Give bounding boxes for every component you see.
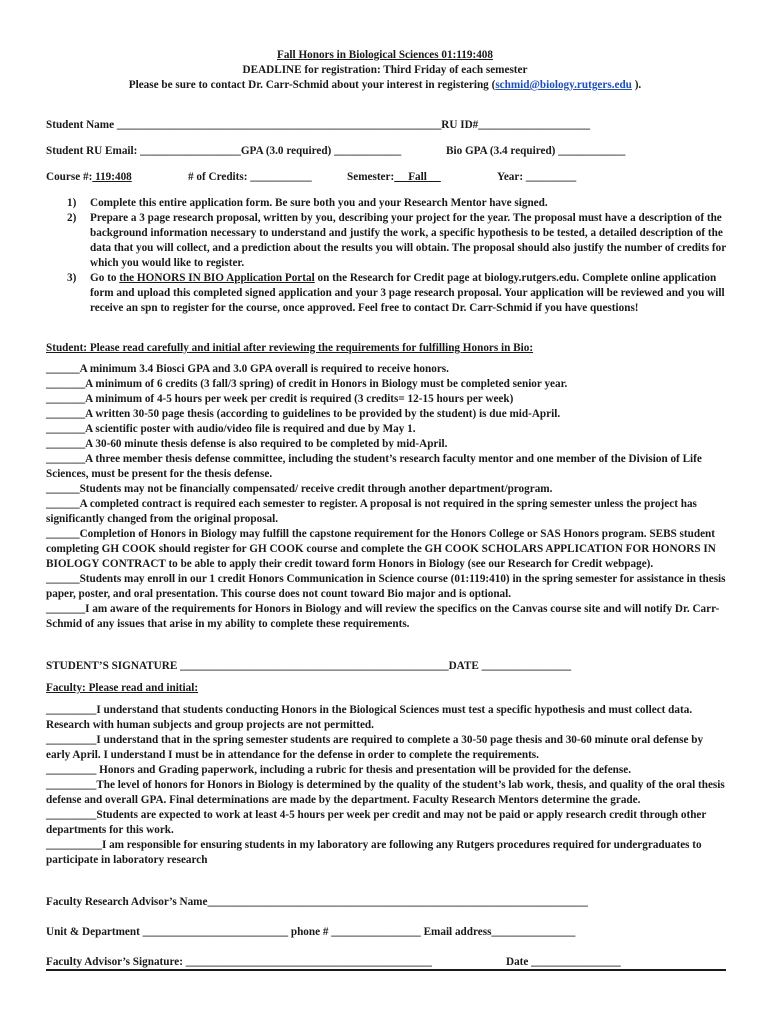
- instruction-number: 1): [67, 197, 77, 209]
- student-requirement-item[interactable]: ______Students may enroll in our 1 credit Honors Communication in Science course (01:119:410) in the spring semester for assistance in thesis paper, poster, and oral presentation. This course does not count toward Bio major and is optional.: [46, 573, 726, 600]
- instruction-text: on the Research for Credit page at biology.rutgers.edu. Complete online application form and upload this completed signed application and your 3 page research proposal. Your application will be reviewed and you will receive an spn to register for the course, once approved. Feel free to contact Dr. Carr-Schmid if you have questions!: [90, 272, 725, 314]
- faculty-requirement-item[interactable]: _________Students are expected to work at least 4-5 hours per week per credit and may not be paid or apply research credit through other departments for this work.: [46, 809, 707, 836]
- faculty-advisor-signature-field[interactable]: Faculty Advisor’s Signature: ____________________________________________: [46, 956, 432, 968]
- student-requirement-item[interactable]: _______A scientific poster with audio/video file is required and due by May 1.: [46, 423, 416, 435]
- student-requirement-item[interactable]: ______Students may not be financially compensated/ receive credit through another department/program.: [46, 483, 553, 495]
- instruction-text: Prepare a 3 page research proposal, written by you, describing your project for the year. The proposal must have a description of the background information necessary to understand and justify the work, a specific hypothesis to be tested, a detailed description of the data that you will collect, and a prediction about the results you will obtain. The proposal should also justify the number of credits for which you would like to register.: [90, 212, 726, 269]
- faculty-advisor-name-field[interactable]: Faculty Research Advisor’s Name____________________________________________________________________: [46, 896, 588, 908]
- faculty-requirement-item[interactable]: _________I understand that students conducting Honors in the Biological Sciences must test a specific hypothesis and must collect data. Research with human subjects and group projects are not permitted.: [46, 704, 693, 731]
- student-requirement-item[interactable]: _______A minimum of 4-5 hours per week per credit is required (3 credits= 12-15 hours per week): [46, 393, 514, 405]
- student-email-gpa-field[interactable]: Student RU Email: __________________GPA (3.0 required) ____________: [46, 145, 402, 157]
- bottom-divider: [46, 969, 726, 971]
- student-requirement-item[interactable]: _______A minimum of 6 credits (3 fall/3 spring) of credit in Honors in Biology must be completed senior year.: [46, 378, 568, 390]
- faculty-requirement-item[interactable]: _________ Honors and Grading paperwork, including a rubric for thesis and presentation will be provided for the defense.: [46, 764, 632, 776]
- instruction-text: Complete this entire application form. Be sure both you and your Research Mentor have signed.: [90, 197, 548, 209]
- faculty-requirements-list: [46, 703, 726, 868]
- faculty-requirement-item[interactable]: _________The level of honors for Honors in Biology is determined by the quality of the student’s lab work, thesis, and quality of the oral thesis defense and overall GPA. Final determinations are made by the department. Faculty Research Mentors determine the grade.: [46, 779, 725, 806]
- unit-department-field[interactable]: Unit & Department __________________________ phone # ________________ Email address_______________: [46, 926, 576, 938]
- student-requirement-item[interactable]: _______A three member thesis defense committee, including the student’s research faculty mentor and one member of the Division of Life Sciences, must be present for the thesis defense.: [46, 453, 702, 480]
- instruction-item: [46, 211, 726, 271]
- semester-label: Semester:: [347, 171, 395, 183]
- contact-line: [0, 78, 770, 93]
- student-requirement-item[interactable]: ______A minimum 3.4 Biosci GPA and 3.0 GPA overall is required to receive honors.: [46, 363, 449, 375]
- form-title: Fall Honors in Biological Sciences 01:119:408: [277, 49, 493, 61]
- faculty-section-heading: Faculty: Please read and initial:: [46, 682, 199, 694]
- application-portal-link[interactable]: the HONORS IN BIO Application Portal: [119, 272, 315, 284]
- student-section-heading: Student: Please read carefully and initial after reviewing the requirements for fulfilling Honors in Bio:: [46, 342, 534, 354]
- student-requirement-item[interactable]: ______A completed contract is required each semester to register. A proposal is not required in the spring semester unless the project has significantly changed from the original proposal.: [46, 498, 697, 525]
- credits-field[interactable]: # of Credits: ___________: [188, 171, 312, 183]
- student-requirements-list: [46, 362, 726, 632]
- faculty-date-field[interactable]: Date ________________: [506, 956, 621, 968]
- course-number-field: [46, 170, 132, 185]
- semester-value: Fall: [394, 171, 441, 183]
- course-label: Course #:: [46, 171, 93, 183]
- instruction-number: 3): [67, 272, 77, 284]
- semester-field: [347, 170, 441, 185]
- bio-gpa-field[interactable]: Bio GPA (3.4 required) ____________: [446, 145, 626, 157]
- student-requirement-item[interactable]: _______A 30-60 minute thesis defense is also required to be completed by mid-April.: [46, 438, 448, 450]
- contact-suffix: ).: [631, 79, 642, 91]
- instruction-pre: Go to: [90, 272, 120, 284]
- contact-email-link[interactable]: schmid@biology.rutgers.edu: [495, 79, 632, 91]
- instruction-number: 2): [67, 212, 77, 224]
- student-requirement-item[interactable]: _______I am aware of the requirements for Honors in Biology and will review the specifics on the Canvas course site and will notify Dr. Carr-Schmid of any issues that arise in my ability to complete these requirements.: [46, 603, 720, 630]
- faculty-requirement-item[interactable]: _________I understand that in the spring semester students are required to complete a 30-50 page thesis and 30-60 minute oral defense by early April. I understand I must be in attendance for the defense in order to complete the requirements.: [46, 734, 704, 761]
- student-signature-field[interactable]: STUDENT’S SIGNATURE ________________________________________________DATE ________________: [46, 660, 572, 672]
- instruction-item: [46, 196, 726, 211]
- deadline-text: DEADLINE for registration: Third Friday of each semester: [242, 64, 528, 76]
- course-value: 119:408: [92, 171, 132, 183]
- contact-prefix: Please be sure to contact Dr. Carr-Schmid about your interest in registering (: [128, 79, 496, 91]
- student-requirement-item[interactable]: _______A written 30-50 page thesis (according to guidelines to be provided by the student) is due mid-April.: [46, 408, 561, 420]
- instructions-list: [46, 196, 726, 316]
- year-field[interactable]: Year: _________: [497, 171, 577, 183]
- faculty-requirement-item[interactable]: __________I am responsible for ensuring students in my laboratory are following any Rutgers procedures required for undergraduates to participate in laboratory research: [46, 839, 702, 866]
- instruction-item: [46, 271, 726, 316]
- student-name-field[interactable]: Student Name __________________________________________________________RU ID#____________________: [46, 119, 591, 131]
- student-requirement-item[interactable]: ______Completion of Honors in Biology may fulfill the capstone requirement for the Honors College or SAS Honors program. SEBS student completing GH COOK should register for GH COOK course and complete the GH COOK SCHOLARS APPLICATION FOR HONORS IN BIOLOGY CONTRACT to be able to apply their credit toward form Honors in Biology (see our Research for Credit webpage).: [46, 528, 716, 570]
